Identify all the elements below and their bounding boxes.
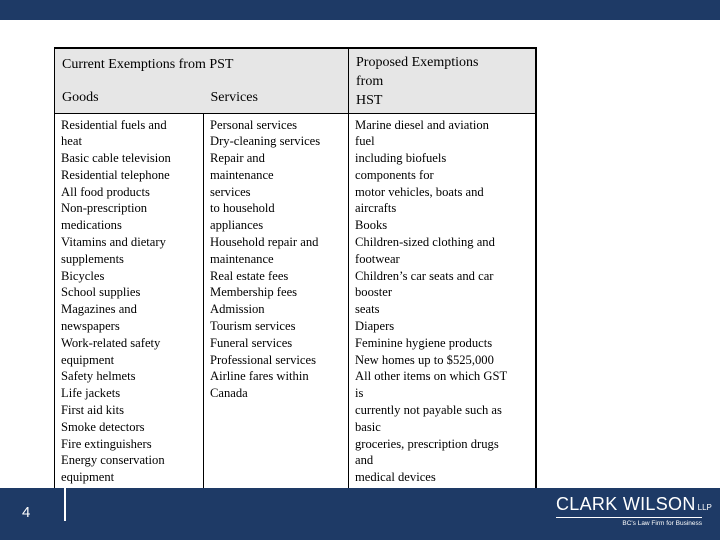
list-item: Marine diesel and aviation (355, 117, 489, 132)
proposed-exemptions-header (349, 48, 536, 113)
list-item: All other items on which GST (355, 369, 508, 384)
current-exemptions-title: Current Exemptions from PST (62, 57, 234, 72)
clark-wilson-logo (556, 494, 712, 534)
proposed-header-line: Proposed Exemptions (356, 55, 479, 70)
footer-divider (64, 488, 66, 521)
proposed-header-line: HST (356, 93, 383, 108)
exemptions-table-container (54, 47, 535, 490)
list-item: seats (355, 302, 380, 317)
list-item: to household (210, 201, 275, 216)
list-item: Admission (210, 302, 265, 317)
list-item: Bicycles (61, 268, 105, 283)
list-item: currently not payable such as (355, 403, 502, 418)
list-item: groceries, prescription drugs (355, 436, 499, 451)
list-item: Dry-cleaning services (210, 134, 321, 149)
list-item: Smoke detectors (61, 419, 145, 434)
list-item: Diapers (355, 319, 395, 334)
goods-header-label: Goods (62, 90, 99, 105)
list-item: Work-related safety (61, 335, 161, 350)
logo-rule (556, 517, 702, 518)
list-item: medications (61, 218, 122, 233)
list-item: aircrafts (355, 201, 397, 216)
services-header-label: Services (210, 90, 258, 105)
list-item: newspapers (61, 319, 120, 334)
list-item: Canada (210, 386, 248, 401)
current-exemptions-header (55, 48, 349, 78)
exemptions-table (54, 47, 537, 490)
list-item: fuel (355, 134, 375, 149)
list-item: Airline fares within (210, 369, 309, 384)
list-item: booster (355, 285, 393, 300)
proposed-header-line: from (356, 74, 384, 89)
list-item: Energy conservation (61, 453, 165, 468)
list-item: Basic cable television (61, 151, 171, 166)
list-item: medical devices (355, 470, 436, 485)
list-item: and (355, 453, 374, 468)
list-item: heat (61, 134, 82, 149)
list-item: Funeral services (210, 335, 293, 350)
list-item: including biofuels (355, 151, 447, 166)
list-item: supplements (61, 251, 124, 266)
list-item: Non-prescription (61, 201, 148, 216)
list-item: Real estate fees (210, 268, 289, 283)
list-item: Feminine hygiene products (355, 335, 493, 350)
services-list (204, 113, 349, 489)
list-item: Residential telephone (61, 167, 170, 182)
list-item: services (210, 184, 251, 199)
list-item: Personal services (210, 117, 298, 132)
list-item: School supplies (61, 285, 141, 300)
goods-list (55, 113, 204, 489)
list-item: Residential fuels and (61, 117, 167, 132)
list-item: Professional services (210, 352, 316, 367)
list-item: Children-sized clothing and (355, 235, 495, 250)
list-item: Fire extinguishers (61, 436, 152, 451)
logo-wordmark (556, 494, 712, 515)
logo-text: CLARK WILSON (556, 494, 696, 514)
list-item: footwear (355, 251, 400, 266)
list-item: components for (355, 167, 434, 182)
services-column-header (204, 78, 349, 113)
list-item: Life jackets (61, 386, 121, 401)
list-item: Children’s car seats and car (355, 268, 494, 283)
list-item: Repair and (210, 151, 265, 166)
list-item: equipment (61, 470, 115, 485)
list-item: basic (355, 419, 381, 434)
list-item: Membership fees (210, 285, 298, 300)
list-item: Magazines and (61, 302, 137, 317)
list-item: New homes up to $525,000 (355, 352, 494, 367)
proposed-list (349, 113, 536, 489)
list-item: maintenance (210, 167, 274, 182)
list-item: Books (355, 218, 388, 233)
goods-column-header (55, 78, 204, 113)
page-number: 4 (22, 504, 31, 521)
list-item: maintenance (210, 251, 274, 266)
list-item: is (355, 386, 364, 401)
list-item: equipment (61, 352, 115, 367)
list-item: Household repair and (210, 235, 319, 250)
list-item: Vitamins and dietary (61, 235, 166, 250)
logo-llp: LLP (697, 503, 712, 512)
list-item: All food products (61, 184, 150, 199)
list-item: Tourism services (210, 319, 296, 334)
logo-tagline: BC's Law Firm for Business (622, 520, 702, 527)
list-item: Safety helmets (61, 369, 136, 384)
list-item: motor vehicles, boats and (355, 184, 484, 199)
list-item: First aid kits (61, 403, 124, 418)
top-banner (0, 0, 720, 20)
list-item: appliances (210, 218, 264, 233)
